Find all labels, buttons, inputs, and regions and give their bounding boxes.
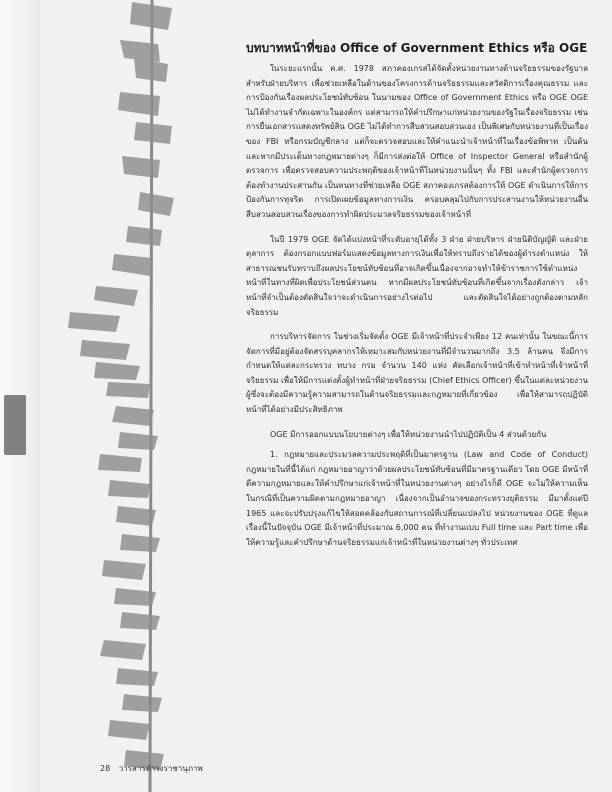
decorative-brush-ladder <box>0 0 240 792</box>
brush-marks <box>68 2 174 770</box>
page-footer <box>100 762 203 775</box>
paragraph-4: OGE มีการออกแบบนโยบายต่างๆ เพื่อให้หน่วยงานนำไปปฏิบัติเป็น 4 ส่วนด้วยกัน <box>270 429 547 439</box>
journal-name: วารสารดำรงราชานุภาพ <box>118 764 203 773</box>
paragraph-3: การบริหารจัดการ ในช่วงเริ่มจัดตั้ง OGE มีเจ้าหน้าที่ประจำเพียง 12 คนเท่านั้น ในขณะนี้การจัดการที่มีอยู่ต้องจัดสรรบุคลากรให้เหมาะสมกับหน่วยงานที่มีจำนวนมากถึง 3.5 ล้านคน จึงมีการกำหนดให้แต่ละกระทรวง ทบวง กรม จำนวน 140 แห่ง คัดเลือกเจ้าหน้าที่เข้าทำหน้าที่เจ้าหน้าที่จริยธรรม เพื่อให้มีการแต่งตั้งผู้ทำหน้าที่ฝ่ายจริยธรรม (Chief Ethics Officer) ขึ้นในแต่ละหน่วยงาน ผู้ซึ่งจะต้องมีความรู้ความสามารถในด้านจริยธรรมและกฎหมายที่เกี่ยวข้อง เพื่อให้สามารถปฏิบัติหน้าที่ได้อย่างมีประสิทธิภาพ <box>246 332 588 415</box>
paragraph-2: ในปี 1979 OGE จัดได้แบ่งหน้าที่ระดับอายุได้ทั้ง 3 ฝ่าย ฝ่ายบริหาร ฝ่ายนิติบัญญัติ และฝ่ายตุลาการ ต้องกรอกแบบฟอร์มแสดงข้อมูลทางการเงินเพื่อให้ทราบถึงรายได้ของผู้ดำรงตำแหน่ง ให้สาธารณชนรับทราบถึงผลประโยชน์ทับซ้อนที่อาจเกิดขึ้นเนื่องจากอาจทำให้ข้าราชการใช้ตำแหน่งหน้าที่ในทางที่ผิดเพื่อประโยชน์ส่วนตน หากมีผลประโยชน์ทับซ้อนที่เกิดขึ้นจากเรื่องดังกล่าว เจ้าหน้าที่จำเป็นต้องตัดสินใจว่าจะดำเนินการอย่างไรต่อไป และตัดสินใจได้อย่างถูกต้องตามหลักจริยธรรม <box>246 234 588 317</box>
paragraph-1: ในระยะแรกนั้น ค.ศ. 1978 สภาคองเกรสได้จัดตั้งหน่วยงานทางด้านจริยธรรมของรัฐบาลสำหรับฝ่ายบริหาร เพื่อช่วยเหลือในด้านของโครงการด้านจริยธรรมและสวัสดิการเรื่องคุณธรรม และการป้องกันเรื่องผลประโยชน์ทับซ้อน ในนามของ Office of Government Ethics หรือ OGE OGE ไม่ได้ทำงานจำกัดเฉพาะในองค์กร แต่สามารถให้คำปรึกษาแก่หน่วยงานของรัฐในเรื่องจริยธรรม เช่น การยื่นเอกสารแสดงทรัพย์สิน OGE ไม่ได้ทำการสืบสวนสอบสวนเอง เป็นพิเศษกับหน่วยงานที่เป็นเรื่องของ FBI หรือกรมบัญชีกลาง แต่ก็จะตรวจสอบและให้คำแนะนำเจ้าหน้าที่ในเรื่องข้อพิพาท เป็นต้น และหากมีประเด็นทางกฎหมายต่างๆ ก็มีการส่งต่อให้ Office of Inspector General หรือสำนักผู้ตรวจการ เพื่อตรวจสอบความประพฤติของเจ้าหน้าที่ในหน่วยงานนั้นๆ ทั้ง FBI และสำนักผู้ตรวจการต้องทำงานประสานกัน เป็นหนทางที่ช่วยเหลือ OGE สภาคองเกรสต้องการให้ OGE ดำเนินการให้การป้องกันการทุจริต การเปิดเผยข้อมูลทางการเงิน ครอบคลุมไปกับการประสานงานให้หน่วยงานอื่นสืบสวนสอบสวนเรื่องของการทำผิดประมวลจริยธรรมของเจ้าหน้าที่ <box>246 64 588 219</box>
article-title: บทบาทหน้าที่ของ Office of Government Ethics หรือ OGE <box>246 41 588 55</box>
paragraph-5: 1. กฎหมายและประมวลความประพฤติที่เป็นมาตรฐาน (Law and Code of Conduct) กฎหมายในที่นี้ได้แก่ กฎหมายอาญาว่าด้วยผลประโยชน์ทับซ้อนที่มีมาตรฐานเดียว โดย OGE มีหน้าที่ตีความกฎหมายและให้คำปรึกษาแก่เจ้าหน้าที่ในหน่วยงานต่างๆ อย่างไรก็ดี OGE จะไม่ให้ความเห็นในกรณีที่เป็นความผิดตามกฎหมายอาญา เนื่องจากเป็นอำนาจของกระทรวงยุติธรรม มีมาตั้งแต่ปี 1965 และจะปรับปรุงแก้ไขให้สอดคล้องกับสถานการณ์ที่เปลี่ยนแปลงไป หน่วยงานของ OGE ที่ดูแลเรื่องนี้ในปัจจุบัน OGE มีเจ้าหน้าที่ประมาณ 6,000 คน ที่ทำงานแบบ Full time และ Part time เพื่อให้ความรู้และคำปรึกษาด้านจริยธรรมแก่เจ้าหน้าที่ในหน่วยงานต่างๆ ทั่วประเทศ <box>246 450 588 547</box>
article-body <box>246 40 588 550</box>
page-number: 28 <box>100 764 111 773</box>
